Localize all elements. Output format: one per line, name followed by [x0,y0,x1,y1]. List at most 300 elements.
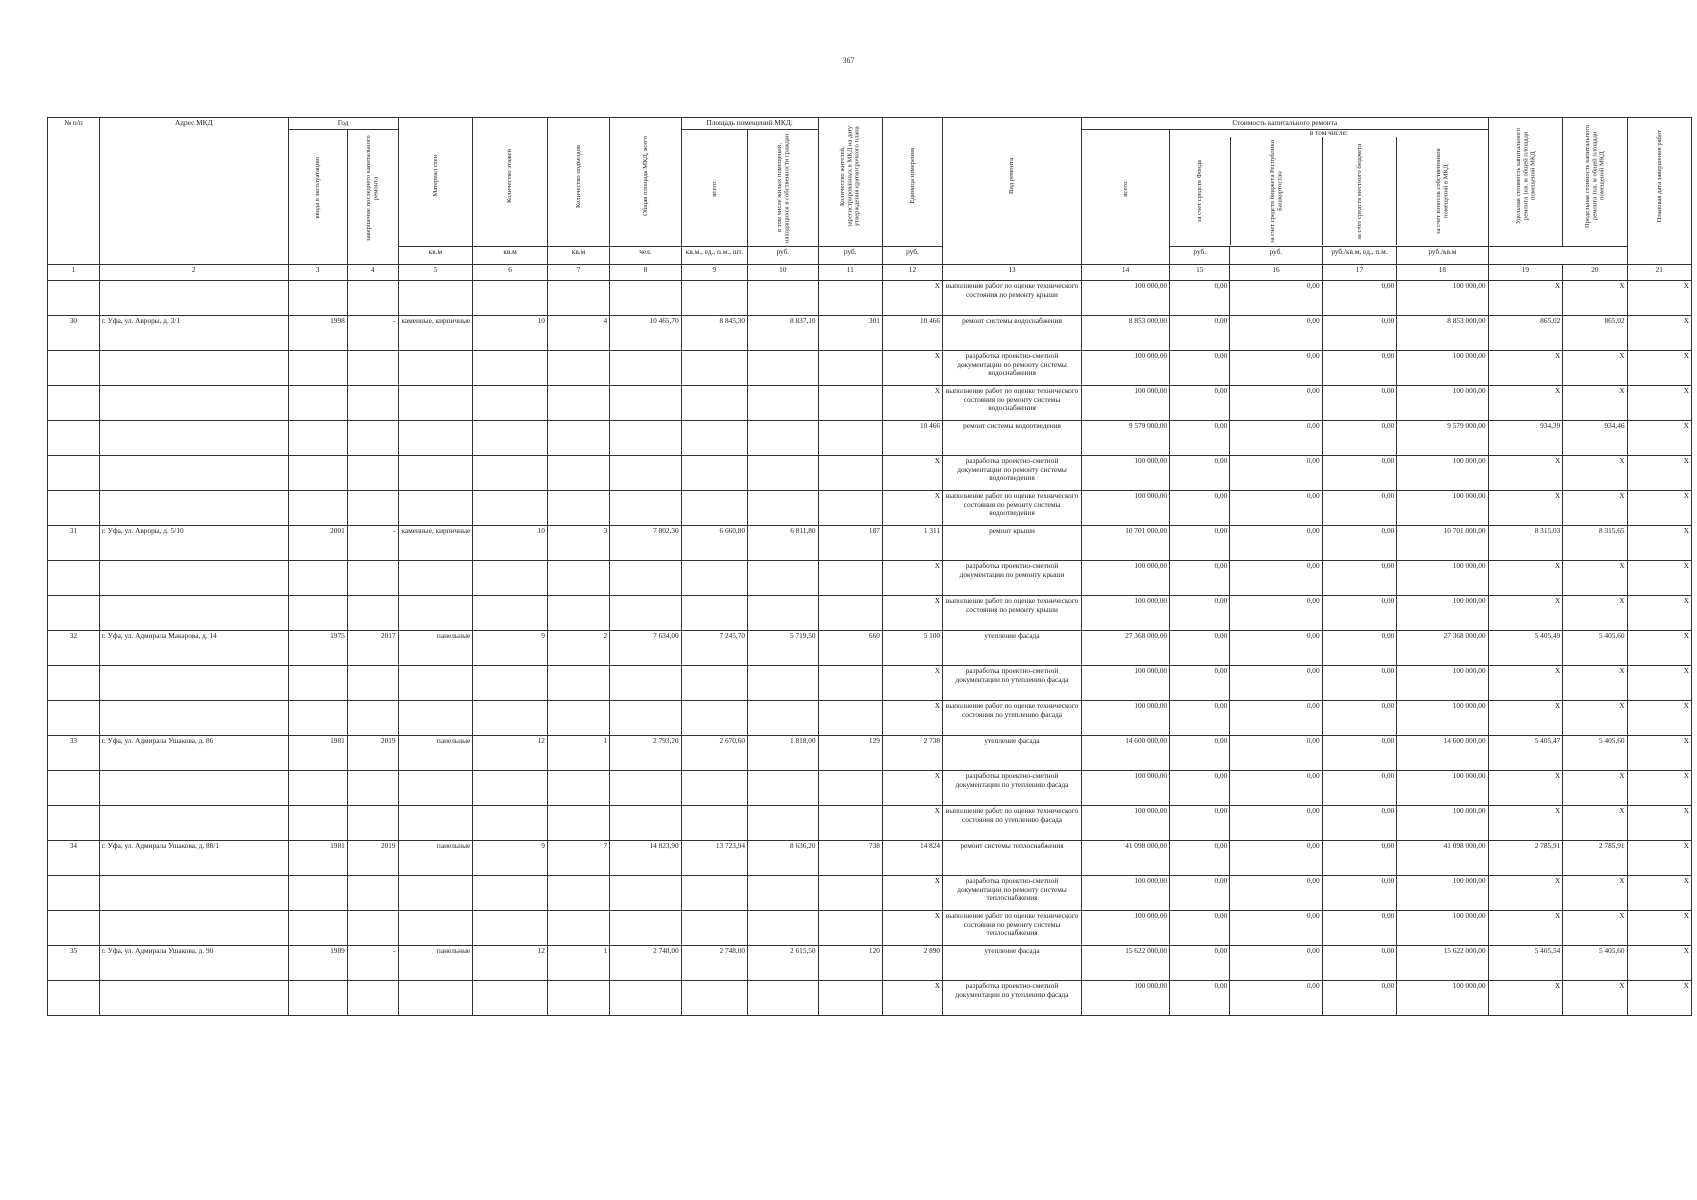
cell-floors [473,666,548,701]
header-fund: за счет средств Фонда [1196,160,1204,223]
cell-max-cost: 5 405,60 [1563,631,1627,666]
cell-repair-type: ремонт крыши [943,526,1082,561]
cell-cost-fund: 0,00 [1170,771,1230,806]
cell-cost-total: 100 000,00 [1082,351,1170,386]
cell-last-repair-year: 2019 [347,736,398,771]
header-wall-material: Материал стен [398,118,473,247]
cell-repair-type: ремонт системы теплоснабжения [943,841,1082,876]
cell-address [99,806,288,841]
cell-area-total [681,771,747,806]
cell-floors [473,876,548,911]
cell-max-cost: 8 315,65 [1563,526,1627,561]
cell-unit-value: 1 311 [882,526,942,561]
cell-row-number [48,491,100,526]
column-number: 5 [398,265,473,281]
cell-area-total: 6 660,80 [681,526,747,561]
cell-area-residential [748,421,819,456]
cell-area-residential: 1 818,00 [748,736,819,771]
cell-row-number: 34 [48,841,100,876]
cell-area-total [681,386,747,421]
cell-cost-fund: 0,00 [1170,386,1230,421]
cell-address [99,456,288,491]
cell-residents [818,911,882,946]
unit-9: кв.м [473,247,548,265]
table-row [48,841,1692,876]
cell-unit-value: X [882,456,942,491]
cell-wall-material [398,666,473,701]
cell-cost-republic: 0,00 [1230,386,1322,421]
cell-cost-republic: 0,00 [1230,316,1322,351]
cell-planned-date: X [1627,701,1691,736]
cell-cost-total: 100 000,00 [1082,876,1170,911]
cell-residents [818,386,882,421]
cell-wall-material: каменные, кирпичные [398,316,473,351]
table-row [48,771,1692,806]
cell-area-total [681,421,747,456]
cell-total-area [610,351,682,386]
cell-cost-local: 0,00 [1322,596,1397,631]
cell-row-number [48,386,100,421]
column-number: 4 [347,265,398,281]
cell-floors [473,561,548,596]
cell-last-repair-year: - [347,316,398,351]
cell-residents: 187 [818,526,882,561]
cell-total-area: 10 465,70 [610,316,682,351]
cell-planned-date: X [1627,351,1691,386]
cell-row-number: 33 [48,736,100,771]
cell-cost-fund: 0,00 [1170,421,1230,456]
cell-last-repair-year [347,596,398,631]
cell-floors: 10 [473,316,548,351]
column-number: 18 [1397,265,1488,281]
header-address: Адрес МКД [99,118,288,265]
cell-commissioning-year [288,561,347,596]
cell-unit-value: X [882,561,942,596]
cell-planned-date: X [1627,946,1691,981]
cell-unit-value: 2 890 [882,946,942,981]
header-year-group: Год [288,118,398,130]
page-number: 367 [842,56,855,65]
cell-cost-total: 100 000,00 [1082,806,1170,841]
cell-unit-value: X [882,386,942,421]
cell-unit-cost: 865,02 [1488,316,1563,351]
table-row [48,666,1692,701]
cell-commissioning-year [288,351,347,386]
header-cost-group: Стоимость капитального ремонта [1082,118,1489,130]
header-max-cost: Предельная стоимость капитального ремонта 1кв. м общей площади помещений МКД [1563,118,1627,247]
cell-cost-total: 9 579 000,00 [1082,421,1170,456]
cell-address [99,771,288,806]
cell-area-total [681,806,747,841]
cell-unit-cost: X [1488,911,1563,946]
cell-cost-republic: 0,00 [1230,281,1322,316]
cell-cost-local: 0,00 [1322,316,1397,351]
cell-cost-republic: 0,00 [1230,701,1322,736]
table-row [48,386,1692,421]
cell-cost-total: 100 000,00 [1082,386,1170,421]
cell-wall-material [398,806,473,841]
cell-max-cost: 934,46 [1563,421,1627,456]
cell-entrances [547,491,609,526]
unit-16: руб. [882,247,942,265]
cell-unit-cost: X [1488,491,1563,526]
cell-cost-local: 0,00 [1322,491,1397,526]
cell-repair-type: ремонт системы водоснабжения [943,316,1082,351]
cell-planned-date: X [1627,981,1691,1016]
cell-address: г. Уфа, ул. Адмирала Ушакова, д. 88/1 [99,841,288,876]
cell-cost-local: 0,00 [1322,631,1397,666]
cell-floors: 12 [473,946,548,981]
column-number: 13 [943,265,1082,281]
cell-row-number [48,701,100,736]
cell-cost-owners: 100 000,00 [1397,911,1488,946]
cell-cost-republic: 0,00 [1230,561,1322,596]
cell-cost-owners: 9 579 000,00 [1397,421,1488,456]
table-row [48,596,1692,631]
cell-area-residential: 6 811,80 [748,526,819,561]
cell-area-total [681,351,747,386]
header-owners: за счет взносов собственников помещений в МКД [1434,148,1450,235]
cell-cost-local: 0,00 [1322,736,1397,771]
cell-area-residential [748,981,819,1016]
cell-cost-fund: 0,00 [1170,981,1230,1016]
cell-cost-owners: 100 000,00 [1397,596,1488,631]
cell-repair-type: разработка проектно-сметной документации по ремонту крыши [943,561,1082,596]
cell-cost-owners: 100 000,00 [1397,456,1488,491]
table-row [48,631,1692,666]
cell-cost-fund: 0,00 [1170,911,1230,946]
cell-max-cost: X [1563,386,1627,421]
cell-floors [473,491,548,526]
cell-floors [473,386,548,421]
cell-cost-fund: 0,00 [1170,736,1230,771]
cell-area-total [681,561,747,596]
cell-cost-republic: 0,00 [1230,911,1322,946]
cell-cost-total: 100 000,00 [1082,911,1170,946]
cell-total-area [610,421,682,456]
cell-planned-date: X [1627,421,1691,456]
cell-floors [473,981,548,1016]
cell-address [99,421,288,456]
cell-cost-owners: 100 000,00 [1397,771,1488,806]
cell-area-residential [748,806,819,841]
unit-18: руб. [1230,247,1322,265]
cell-cost-total: 100 000,00 [1082,456,1170,491]
cell-planned-date: X [1627,876,1691,911]
cell-cost-local: 0,00 [1322,386,1397,421]
cell-residents: 120 [818,946,882,981]
table-row [48,561,1692,596]
column-number: 19 [1488,265,1563,281]
cell-address [99,876,288,911]
cell-cost-republic: 0,00 [1230,421,1322,456]
cell-residents [818,701,882,736]
cell-row-number [48,911,100,946]
table-row [48,911,1692,946]
cell-unit-cost: 934,39 [1488,421,1563,456]
cell-area-residential [748,771,819,806]
cell-last-repair-year [347,421,398,456]
cell-residents: 301 [818,316,882,351]
cell-entrances [547,771,609,806]
cell-cost-fund: 0,00 [1170,701,1230,736]
cell-commissioning-year: 1981 [288,841,347,876]
cell-repair-type: разработка проектно-сметной документации по ремонту системы водоснабжения [943,351,1082,386]
cell-last-repair-year [347,771,398,806]
cell-unit-cost: X [1488,596,1563,631]
column-number: 7 [547,265,609,281]
cell-cost-republic: 0,00 [1230,981,1322,1016]
cell-cost-republic: 0,00 [1230,666,1322,701]
cell-entrances: 4 [547,316,609,351]
cell-wall-material [398,701,473,736]
cell-entrances: 3 [547,526,609,561]
cell-total-area [610,281,682,316]
cell-max-cost: X [1563,771,1627,806]
cell-total-area [610,771,682,806]
cell-area-total [681,666,747,701]
cell-planned-date: X [1627,911,1691,946]
cell-max-cost: X [1563,351,1627,386]
cell-cost-owners: 100 000,00 [1397,701,1488,736]
cell-cost-republic: 0,00 [1230,631,1322,666]
cell-cost-local: 0,00 [1322,561,1397,596]
cell-wall-material [398,771,473,806]
table-header [48,118,1692,265]
cell-max-cost: X [1563,596,1627,631]
cell-residents [818,876,882,911]
header-premises-area-group: Площадь помещений МКД: [681,118,818,130]
cell-cost-republic: 0,00 [1230,771,1322,806]
unit-14: руб. [748,247,819,265]
cell-commissioning-year [288,876,347,911]
cell-last-repair-year [347,876,398,911]
cell-last-repair-year: - [347,526,398,561]
cell-cost-republic: 0,00 [1230,841,1322,876]
cell-floors: 10 [473,526,548,561]
cell-cost-local: 0,00 [1322,456,1397,491]
cell-cost-total: 100 000,00 [1082,701,1170,736]
cell-unit-cost: 2 785,91 [1488,841,1563,876]
cell-repair-type: разработка проектно-сметной документации по утеплению фасада [943,771,1082,806]
unit-15: руб. [818,247,882,265]
cell-total-area [610,456,682,491]
cell-max-cost: X [1563,561,1627,596]
cell-total-area: 2 793,20 [610,736,682,771]
cell-address: г. Уфа, ул. Адмирала Ушакова, д. 86 [99,736,288,771]
cell-row-number [48,421,100,456]
cell-repair-type: утепление фасада [943,736,1082,771]
cell-unit-value: X [882,806,942,841]
cell-unit-cost: X [1488,281,1563,316]
cell-area-total [681,596,747,631]
cell-last-repair-year [347,701,398,736]
cell-address: г. Уфа, ул. Авроры, д. 3/1 [99,316,288,351]
cell-address: г. Уфа, ул. Адмирала Макарова, д. 14 [99,631,288,666]
cell-repair-type: выполнение работ по оценке технического состояния по ремонту крыши [943,281,1082,316]
cell-last-repair-year: - [347,946,398,981]
cell-area-residential [748,876,819,911]
cell-row-number: 32 [48,631,100,666]
cell-commissioning-year [288,911,347,946]
unit-10: кв.м [547,247,609,265]
column-number: 11 [818,265,882,281]
header-commissioning-year: ввода в эксплуатацию [288,130,347,265]
cell-unit-value: 10 466 [882,421,942,456]
cell-area-total [681,281,747,316]
column-number: 9 [681,265,747,281]
cell-cost-fund: 0,00 [1170,876,1230,911]
header-last-repair-year: завершение последнего капитального ремонта [347,130,398,265]
cell-cost-fund: 0,00 [1170,351,1230,386]
cell-last-repair-year [347,281,398,316]
cell-commissioning-year: 1975 [288,631,347,666]
cell-planned-date: X [1627,666,1691,701]
cell-commissioning-year: 2001 [288,526,347,561]
cell-cost-total: 100 000,00 [1082,596,1170,631]
cell-planned-date: X [1627,526,1691,561]
cell-cost-republic: 0,00 [1230,596,1322,631]
cell-cost-owners: 8 853 000,00 [1397,316,1488,351]
cell-wall-material [398,491,473,526]
cell-cost-fund: 0,00 [1170,841,1230,876]
cell-floors [473,281,548,316]
cell-area-residential: 5 719,50 [748,631,819,666]
cell-residents [818,806,882,841]
capital-repair-table [47,117,1692,1016]
cell-row-number [48,771,100,806]
cell-repair-type: разработка проектно-сметной документации по утеплению фасада [943,666,1082,701]
cell-unit-value: X [882,596,942,631]
header-local-budget: за счет средств местного бюджета [1355,143,1363,240]
cell-cost-total: 100 000,00 [1082,981,1170,1016]
cell-floors [473,456,548,491]
cell-max-cost: X [1563,806,1627,841]
column-number: 21 [1627,265,1691,281]
cell-address [99,701,288,736]
cell-area-total [681,456,747,491]
cell-address [99,281,288,316]
cell-area-residential [748,386,819,421]
cell-repair-type: утепление фасада [943,946,1082,981]
cell-cost-local: 0,00 [1322,911,1397,946]
cell-commissioning-year [288,771,347,806]
table-row [48,526,1692,561]
header-cost-total: всего: [1082,130,1170,265]
cell-residents [818,491,882,526]
table-row [48,281,1692,316]
cell-planned-date: X [1627,561,1691,596]
cell-cost-local: 0,00 [1322,981,1397,1016]
cell-unit-value: X [882,491,942,526]
cell-cost-owners: 100 000,00 [1397,351,1488,386]
cell-last-repair-year [347,351,398,386]
cell-floors: 9 [473,631,548,666]
column-number: 15 [1170,265,1230,281]
cell-entrances [547,351,609,386]
column-number: 3 [288,265,347,281]
cell-unit-value: 14 824 [882,841,942,876]
cell-address [99,386,288,421]
cell-wall-material [398,456,473,491]
cell-residents [818,421,882,456]
cell-commissioning-year: 1989 [288,946,347,981]
cell-total-area [610,666,682,701]
cell-repair-type: выполнение работ по оценке технического состояния по утеплению фасада [943,806,1082,841]
cell-repair-type: выполнение работ по оценке технического состояния по утеплению фасада [943,701,1082,736]
cell-unit-cost: 8 315,03 [1488,526,1563,561]
cell-address [99,561,288,596]
cell-cost-owners: 14 600 000,00 [1397,736,1488,771]
cell-area-total: 2 670,60 [681,736,747,771]
cell-cost-fund: 0,00 [1170,806,1230,841]
cell-wall-material: панельные [398,841,473,876]
cell-last-repair-year [347,666,398,701]
cell-cost-total: 41 098 000,00 [1082,841,1170,876]
cell-entrances: 1 [547,946,609,981]
cell-floors [473,806,548,841]
cell-last-repair-year [347,386,398,421]
cell-row-number [48,456,100,491]
table-row [48,806,1692,841]
cell-area-residential [748,911,819,946]
cell-repair-type: выполнение работ по оценке технического состояния по ремонту системы теплоснабжения [943,911,1082,946]
cell-cost-republic: 0,00 [1230,806,1322,841]
cell-cost-fund: 0,00 [1170,281,1230,316]
column-number: 17 [1322,265,1397,281]
cell-address [99,491,288,526]
cell-area-residential [748,561,819,596]
unit-11: чел. [610,247,682,265]
cell-max-cost: X [1563,701,1627,736]
cell-repair-type: выполнение работ по оценке технического состояния по ремонту системы водоснабжения [943,386,1082,421]
column-number: 1 [48,265,100,281]
unit-17: руб. [1170,247,1230,265]
cell-repair-type: выполнение работ по оценке технического состояния по ремонту системы водоотведения [943,491,1082,526]
cell-floors [473,421,548,456]
cell-repair-type: разработка проектно-сметной документации по утеплению фасада [943,981,1082,1016]
cell-cost-owners: 100 000,00 [1397,666,1488,701]
cell-commissioning-year [288,386,347,421]
cell-commissioning-year [288,456,347,491]
header-including-group: в том числе: за счет средств Фонда за счет средств бюджета Республики Башкортостан за счет средств местного бюджета за счет взносов собственников помещений в МКД [1170,130,1488,247]
header-residents: Количество жителей, зарегистрированных в МКД на дату утверждения краткосрочного плана [818,118,882,247]
cell-unit-cost: X [1488,351,1563,386]
cell-area-total [681,981,747,1016]
table-body [48,265,1692,1016]
cell-cost-local: 0,00 [1322,351,1397,386]
cell-unit-value: X [882,666,942,701]
cell-planned-date: X [1627,386,1691,421]
cell-cost-republic: 0,00 [1230,946,1322,981]
cell-row-number [48,596,100,631]
cell-planned-date: X [1627,456,1691,491]
cell-area-residential: 8 636,20 [748,841,819,876]
cell-row-number [48,281,100,316]
cell-area-residential [748,351,819,386]
cell-total-area: 7 802,30 [610,526,682,561]
cell-residents [818,351,882,386]
cell-max-cost: X [1563,981,1627,1016]
cell-area-total [681,701,747,736]
cell-row-number [48,876,100,911]
cell-cost-republic: 0,00 [1230,456,1322,491]
cell-cost-fund: 0,00 [1170,491,1230,526]
cell-max-cost: X [1563,666,1627,701]
cell-commissioning-year [288,666,347,701]
cell-floors [473,701,548,736]
unit-20: руб./кв.м [1397,247,1488,265]
